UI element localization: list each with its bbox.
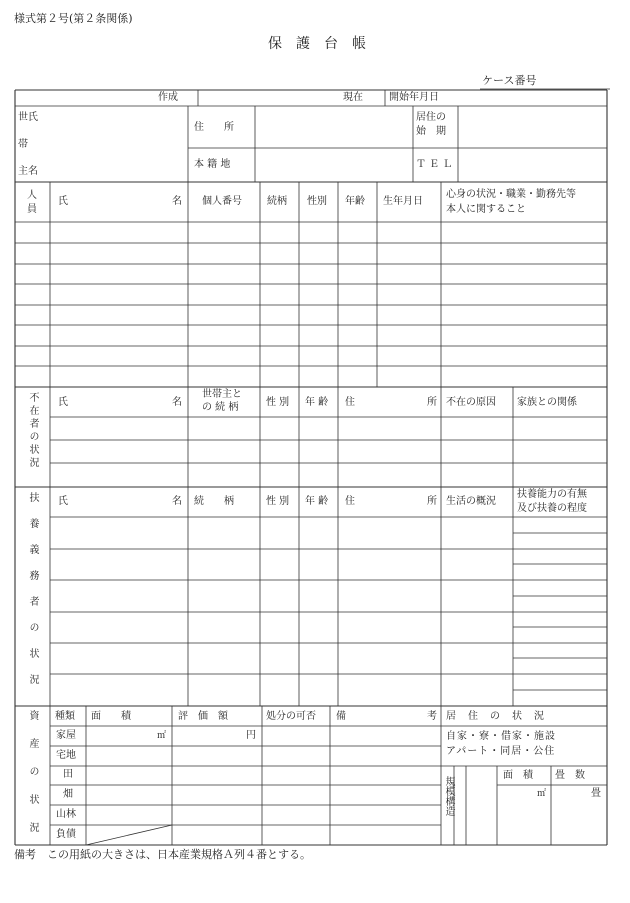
assets-valuation: 評 価 額 bbox=[178, 711, 228, 722]
support-living: 生活の概況 bbox=[446, 496, 496, 507]
address-label: 住 所 bbox=[194, 122, 234, 133]
support-ability-2: 及び扶養の程度 bbox=[517, 503, 587, 514]
asset-yen-unit: 円 bbox=[246, 730, 256, 741]
tatami-label: 畳 数 bbox=[555, 770, 585, 781]
residence-start-label-1: 居住の bbox=[416, 112, 446, 123]
members-notes-1: 心身の状況・職業・勤務先等 bbox=[446, 189, 576, 200]
absent-age: 年 齢 bbox=[305, 397, 329, 408]
start-date-label: 開始年月日 bbox=[389, 92, 439, 103]
absent-name-right: 名 bbox=[172, 397, 182, 408]
honseki-label: 本 籍 地 bbox=[194, 159, 231, 170]
residence-start-label-2: 始 期 bbox=[416, 126, 446, 137]
members-notes-2: 本人に関すること bbox=[446, 204, 526, 215]
assets-remarks-right: 考 bbox=[427, 711, 437, 722]
support-address-left: 住 bbox=[345, 496, 355, 507]
residence-header: 居 住 の 状 況 bbox=[446, 711, 545, 722]
asset-row-debt: 負債 bbox=[56, 829, 76, 840]
members-name-right: 名 bbox=[172, 196, 182, 207]
support-side-label: 扶養義務者の状況 bbox=[27, 492, 38, 700]
absent-reason: 不在の原因 bbox=[446, 397, 496, 408]
asset-row-land: 宅地 bbox=[56, 750, 76, 761]
asset-row-house: 家屋 bbox=[56, 730, 76, 741]
asset-row-forest: 山林 bbox=[56, 809, 76, 820]
members-age: 年齢 bbox=[345, 196, 365, 207]
asset-row-field: 畑 bbox=[63, 789, 73, 800]
form-number: 様式第２号(第２条関係) bbox=[14, 12, 133, 25]
asset-area-unit: ㎡ bbox=[157, 731, 167, 741]
assets-remarks-left: 備 bbox=[336, 711, 346, 722]
support-relation: 続 柄 bbox=[194, 496, 234, 507]
footnote: 備考 この用紙の大きさは、日本産業規格Ａ列４番とする。 bbox=[14, 848, 311, 861]
members-sex: 性別 bbox=[307, 196, 327, 207]
absent-address-left: 住 bbox=[345, 397, 355, 408]
absent-relation-1: 世帯主と bbox=[202, 389, 242, 400]
absent-relation-2: の 続 柄 bbox=[202, 402, 239, 413]
tatami-unit: 畳 bbox=[591, 788, 601, 799]
assets-disposal: 処分の可否 bbox=[266, 711, 316, 722]
absent-sex: 性 別 bbox=[266, 397, 290, 408]
floor-area-unit: ㎡ bbox=[537, 789, 547, 799]
absent-family-relation: 家族との関係 bbox=[517, 397, 577, 408]
members-birthdate: 生年月日 bbox=[383, 196, 423, 207]
scale-label: 規模構造 bbox=[443, 776, 454, 816]
absent-side-label: 不在者の状況 bbox=[27, 392, 38, 470]
residence-types-2: アパート・同居・公住 bbox=[446, 746, 556, 757]
support-name-left: 氏 bbox=[58, 496, 68, 507]
householder-label-1: 世氏 bbox=[18, 112, 38, 123]
householder-label-2: 帯 bbox=[18, 139, 28, 150]
floor-area-label: 面 積 bbox=[503, 770, 533, 781]
absent-address-right: 所 bbox=[427, 397, 437, 408]
support-ability-1: 扶養能力の有無 bbox=[517, 489, 587, 500]
members-relation: 続柄 bbox=[267, 196, 287, 207]
page-title: 保 護 台 帳 bbox=[268, 36, 366, 52]
members-side-2: 員 bbox=[27, 204, 37, 215]
case-number-label: ケース番号 bbox=[482, 74, 537, 87]
created-label: 作成 bbox=[158, 92, 178, 103]
asset-row-paddy: 田 bbox=[63, 769, 73, 780]
current-label: 現在 bbox=[343, 92, 363, 103]
tel-label: Ｔ Ｅ Ｌ bbox=[416, 159, 453, 170]
support-sex: 性 別 bbox=[266, 496, 290, 507]
residence-types-1: 自家・寮・借家・施設 bbox=[446, 731, 556, 742]
support-age: 年 齢 bbox=[305, 496, 329, 507]
absent-name-left: 氏 bbox=[58, 397, 68, 408]
members-personal-number: 個人番号 bbox=[202, 196, 242, 207]
assets-area: 面 積 bbox=[91, 711, 131, 722]
assets-side-label: 資産の状況 bbox=[27, 710, 38, 850]
support-name-right: 名 bbox=[172, 496, 182, 507]
assets-type: 種類 bbox=[55, 711, 75, 722]
members-side-1: 人 bbox=[27, 190, 37, 201]
members-name-left: 氏 bbox=[58, 196, 68, 207]
householder-label-3: 主名 bbox=[18, 166, 38, 177]
support-address-right: 所 bbox=[427, 496, 437, 507]
